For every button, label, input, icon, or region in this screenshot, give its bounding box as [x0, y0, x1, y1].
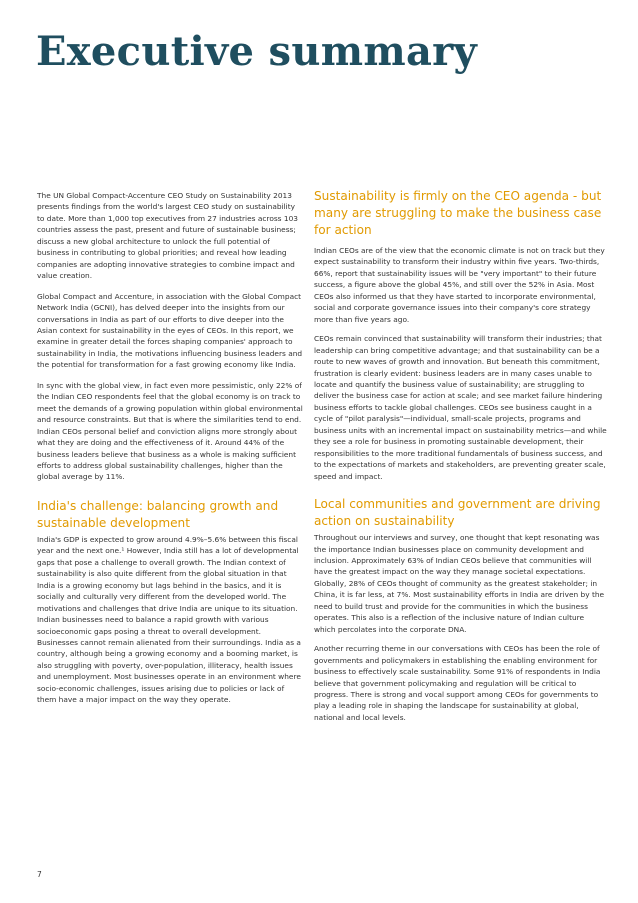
ceo-convinced-paragraph: CEOs remain convinced that sustainability will transform their industries; that leadership can bring competitive advantage; and that sustainability can be a route to new waves of growth and innovation. But beneath this commitment, frustration is clearly evident: business leaders are in many cases unable to locate and quantify the business value of sustainability; are struggling to deliver the business case for action at scale; and see market failure hindering business efforts to tackle global challenges. CEOs see business caught in a cycle of "pilot paralysis"—individual, small-scale projects, programs and business units with an incremental impact on sustainability metrics—and while they see a role for business in promoting sustainable development, their responsibilities to the more traditional fundamentals of business success, and to the expectations of markets and stakeholders, are preventing greater scale, speed and impact. — [314, 334, 607, 481]
gcni-paragraph: Global Compact and Accenture, in association with the Global Compact Network India (GCNI), has delved deeper into the insights from our conversations in India as part of our efforts to dive deeper into the Asian context for sustainability in the eyes of CEOs. In this report, we examine in greater detail the forces shaping companies' approach to sustainability in India, the motivations influencing business leaders and the potential for transformation for a fast growing economy like India. — [37, 291, 303, 370]
ceo-agenda-heading: Sustainability is firmly on the CEO agenda - but many are struggling to make the business case for action — [314, 189, 602, 237]
page-number: 7 — [37, 870, 42, 879]
community-paragraph: Throughout our interviews and survey, one thought that kept resonating was the importance Indian businesses place on community development and inclusion. Approximately 63% of Indian CEOs believe that communities will have the greatest impact on the way they manage societal expectations. Globally, 28% of CEOs thought of community as the greatest stakeholder; in China, it is far less, at 7%. Most sustainability efforts in India are driven by the need to build trust and provide for the communities in which the business operates. This also is a reflection of the inclusive nature of Indian culture which percolates into the corporate DNA. — [314, 533, 605, 634]
global-view-paragraph: In sync with the global view, in fact even more pessimistic, only 22% of the Indian CEO respondents feel that the global economy is on track to meet the demands of a growing population within global environmental and resource constraints. But that is where the similarities tend to end. Indian CEOs personal belief and conviction aligns more strongly about what they are doing and the effectiveness of it. Around 44% of the business leaders believe that business as a whole is making sufficient efforts to address global sustainability challenges, higher than the global average by 11%. — [37, 380, 303, 482]
left-column — [37, 190, 303, 706]
local-communities-heading: Local communities and government are driving action on sustainability — [314, 497, 601, 529]
india-challenge-paragraph: India's GDP is expected to grow around 4.9%–5.6% between this fiscal year and the next one.¹ However, India still has a lot of developmental gaps that pose a challenge to overall growth. The Indian context of sustainability is also quite different from the global situation in that India is a growing economy but lags behind in the basics, and it is socially and culturally very different from the developed world. The motivations and challenges that drive India are unique to its situation. Indian businesses need to balance a rapid growth with various socioeconomic gaps posing a threat to overall development. Businesses cannot remain alienated from their surroundings. India as a country, although being a growing economy and a booming market, is also struggling with poverty, over-population, illiteracy, health issues and unemployment. Most businesses operate in an environment where socio-economic challenges, issues arising due to policies or lack of them have a major impact on the way they operate. — [37, 534, 301, 705]
ceo-view-paragraph: Indian CEOs are of the view that the economic climate is not on track but they expect sustainability to transform their industry within five years. Two-thirds, 66%, report that sustainability issues will be "very important" to their future success, a figure above the global 45%, and still over the 52% in Asia. Most CEOs also informed us that they have started to incorporate environmental, social and corporate governance issues into their company's core strategy more than five years ago. — [314, 246, 605, 324]
intro-paragraph: The UN Global Compact-Accenture CEO Study on Sustainability 2013 presents findings from the world's largest CEO study on sustainability to date. More than 1,000 top executives from 27 industries across 103 countries assess the past, present and future of sustainable business; discuss a new global architecture to unlock the full potential of business in contributing to global priorities; and reveal how leading companies are adopting innovative strategies to combine impact and value creation. — [37, 191, 298, 281]
page-title: Executive summary — [36, 28, 478, 75]
india-challenge-heading: India's challenge: balancing growth and sustainable development — [37, 498, 279, 530]
government-paragraph: Another recurring theme in our conversations with CEOs has been the role of governments and policymakers in establishing the enabling environment for business to effectively scale sustainability. Some 91% of respondents in India believe that government policymaking and regulation will be critical to progress. There is strong and vocal support among CEOs for governments to play a leading role in shaping the landscape for sustainability at global, national and local levels. — [314, 644, 601, 722]
right-column — [314, 190, 607, 723]
